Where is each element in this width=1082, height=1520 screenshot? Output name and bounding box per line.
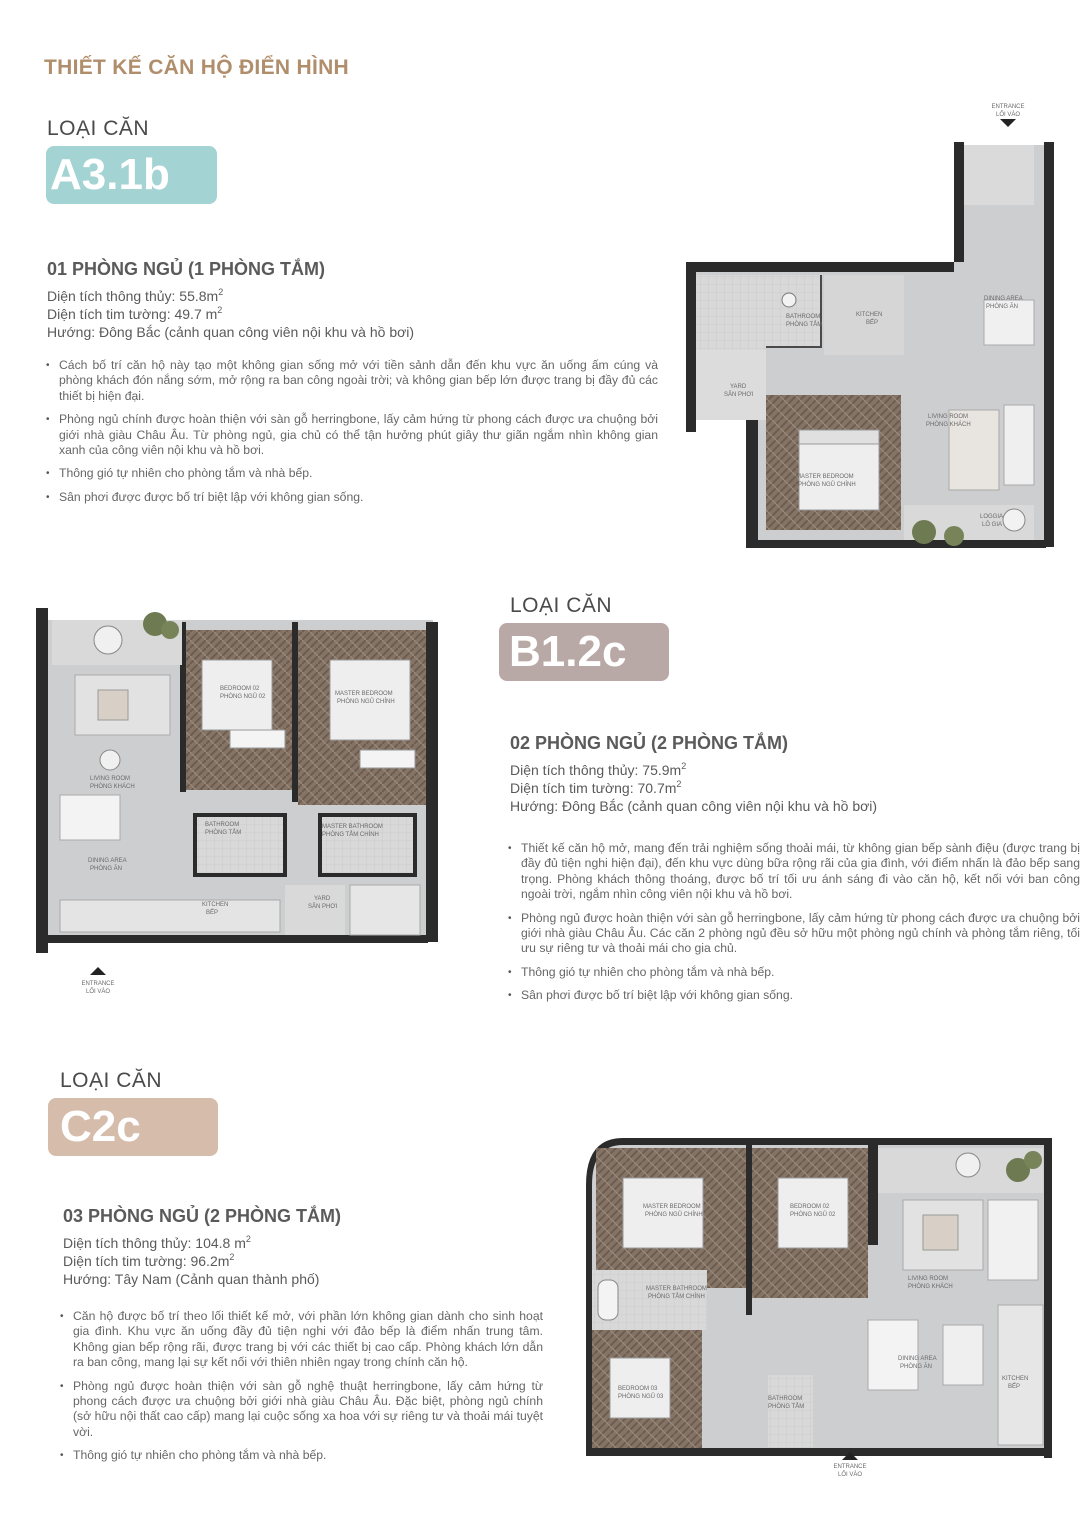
unit-a-heading: 01 PHÒNG NGỦ (1 PHÒNG TẮM)	[47, 259, 326, 279]
plan-label: LIVING ROOM	[90, 776, 131, 782]
unit-b-specs	[510, 761, 877, 815]
plan-label: DINING AREA	[984, 296, 1023, 302]
plan-label: PHÒNG NGỦ CHÍNH	[337, 699, 395, 705]
plan-label: ENTRANCE	[991, 104, 1025, 110]
plan-label: SÂN PHƠI	[724, 392, 754, 398]
list-item: • Thông gió tự nhiên cho phòng tắm và nhà bếp.	[60, 1448, 543, 1463]
plan-label: DINING AREA	[898, 1356, 937, 1362]
plan-label: BATHROOM	[768, 1396, 803, 1402]
plan-label: PHÒNG KHÁCH	[90, 784, 135, 790]
superscript-2: 2	[218, 287, 224, 297]
plan-label: BEDROOM 03	[618, 1386, 658, 1392]
plan-label: PHÒNG TẮM	[768, 1404, 805, 1410]
plan-label: SÂN PHƠI	[308, 904, 338, 910]
plan-label: LIVING ROOM	[928, 414, 969, 420]
plan-label: PHÒNG TẮM	[205, 830, 242, 836]
plan-label: BẾP	[206, 910, 219, 916]
unit-a-type-label: LOẠI CĂN	[47, 117, 150, 140]
plan-label: BATHROOM	[205, 822, 240, 828]
plan-label: LOGGIA	[980, 514, 1004, 520]
unit-a-net-area: Diện tích thông thủy: 55.8m	[47, 288, 219, 304]
unit-c-net-area: Diện tích thông thủy: 104.8 m	[63, 1235, 246, 1251]
unit-c-heading: 03 PHÒNG NGỦ (2 PHÒNG TẮM)	[63, 1206, 342, 1226]
plan-label: LỐI VÀO	[995, 112, 1021, 118]
unit-b-code-badge: B1.2c	[499, 623, 669, 681]
plan-label: KITCHEN	[202, 902, 229, 908]
list-item: • Thiết kế căn hộ mở, mang đến trải nghiệm sống thoải mái, từ không gian bếp sành điệu (được trang bị đầy đủ tiện nghi hiện đại), đến khu vực dùng bữa rộng rãi của gia đình, với điểm nhấn là đảo bếp sang trọng. Phòng khách thông thoáng, được bố trí tối ưu ánh sáng đi vào căn hộ, kết nối với ban công ngoài trời, ngắm nhìn công viên nội khu và hồ bơi.	[508, 841, 1080, 903]
plan-label: PHÒNG NGỦ 03	[618, 1394, 664, 1400]
superscript-2: 2	[245, 1234, 251, 1244]
plan-label: BEDROOM 02	[220, 686, 260, 692]
plan-label: PHÒNG TẮM CHÍNH	[322, 832, 379, 838]
list-item: • Sân phơi được được bố trí biệt lập với không gian sống.	[46, 490, 658, 505]
plan-label: PHÒNG NGỦ 02	[220, 694, 266, 700]
list-item: • Căn hộ được bố trí theo lối thiết kế mở, với phần lớn không gian dành cho sinh hoạt gia đình. Khu vực ăn uống đầy đủ tiện nghi với đảo bếp là điểm nhấn trung tâm. Không gian bếp rộng rãi, được trang bị với các thiết bị cao cấp. Phòng khách lớn dẫn ra ban công, mang lại sự kết nối với thiên nhiên ngay trong chính căn hộ.	[60, 1309, 543, 1371]
plan-label: PHÒNG KHÁCH	[926, 422, 971, 428]
plan-label: PHÒNG ĂN	[900, 1364, 933, 1370]
plan-label: KITCHEN	[856, 312, 883, 318]
unit-c-floor-plan	[578, 1130, 1058, 1480]
unit-c-code-badge: C2c	[48, 1098, 218, 1156]
superscript-2: 2	[681, 761, 687, 771]
unit-c-orientation: Hướng: Tây Nam (Cảnh quan thành phố)	[63, 1271, 320, 1287]
list-item: • Cách bố trí căn hộ này tạo một không gian sống mở với tiền sảnh dẫn đến khu vực ăn uống ấm cúng và phòng khách đón nắng sớm, mở rộng ra ban công ngoài trời; và không gian bếp lớn được trang bị đầy đủ các thiết bị hiện đại.	[46, 358, 658, 404]
entrance-arrow-icon	[81, 967, 114, 995]
unit-a-code-badge: A3.1b	[46, 146, 217, 204]
unit-a-specs	[47, 287, 414, 341]
plan-label: MASTER BEDROOM	[643, 1204, 701, 1210]
plan-label: MASTER BATHROOM	[646, 1286, 707, 1292]
plan-label: YARD	[730, 384, 747, 390]
plan-label: BẾP	[1008, 1384, 1021, 1390]
unit-a-floor-plan	[684, 100, 1054, 555]
list-item: • Thông gió tự nhiên cho phòng tắm và nhà bếp.	[46, 466, 658, 481]
unit-c-bullets	[60, 1309, 543, 1472]
unit-a-orientation: Hướng: Đông Bắc (cảnh quan công viên nội khu và hồ bơi)	[47, 324, 415, 340]
unit-b-gross-area: Diện tích tim tường: 70.7m	[510, 780, 677, 796]
plan-label: BẾP	[866, 320, 879, 326]
unit-b-type-label: LOẠI CĂN	[510, 594, 613, 617]
list-item: • Phòng ngủ được hoàn thiện với sàn gỗ herringbone, lấy cảm hứng từ phong cách được ưa chuộng bởi giới nhà giàu Châu Âu. Các căn 2 phòng ngủ đều sở hữu một phòng ngủ chính và phòng tắm riêng, tối ưu sự riêng tư và thoải mái cho gia chủ.	[508, 911, 1080, 957]
unit-c-type-label: LOẠI CĂN	[60, 1069, 163, 1092]
plan-label: PHÒNG ĂN	[90, 866, 123, 872]
plan-label: LỐI VÀO	[837, 1472, 863, 1478]
unit-b-net-area: Diện tích thông thủy: 75.9m	[510, 762, 682, 778]
list-item: • Sân phơi được bố trí biệt lập với không gian sống.	[508, 988, 1080, 1003]
superscript-2: 2	[676, 779, 682, 789]
unit-a-bullets	[46, 358, 658, 513]
plan-label: PHÒNG KHÁCH	[908, 1284, 953, 1290]
plan-label: PHÒNG ĂN	[986, 304, 1019, 310]
plan-label: MASTER BEDROOM	[335, 691, 393, 697]
plan-label: LÔ GIA	[982, 522, 1003, 528]
plan-label: PHÒNG TẮM CHÍNH	[648, 1294, 705, 1300]
superscript-2: 2	[229, 1252, 235, 1262]
entrance-arrow-icon	[991, 104, 1024, 127]
plan-label: MASTER BATHROOM	[322, 824, 383, 830]
plan-label: PHÒNG NGỦ CHÍNH	[798, 482, 856, 488]
plan-label: PHÒNG TẮM	[786, 322, 823, 328]
plan-label: PHÒNG NGỦ CHÍNH	[645, 1212, 703, 1218]
plan-label: ENTRANCE	[81, 981, 115, 987]
plan-label: LỐI VÀO	[85, 989, 111, 995]
unit-c-specs	[63, 1234, 319, 1288]
plan-label: PHÒNG NGỦ 02	[790, 1212, 836, 1218]
unit-b-floor-plan	[30, 600, 445, 1000]
list-item: • Phòng ngủ được hoàn thiện với sàn gỗ nghệ thuật herringbone, lấy cảm hứng từ phong cách được ưa chuộng bởi giới nhà giàu Châu Âu. Đặc biệt, phòng ngủ chính (sở hữu nội thất cao cấp) mang lại cuộc sống xa hoa với sự riêng tư và thoải mái tuyệt vời.	[60, 1379, 543, 1441]
plan-label: BATHROOM	[786, 314, 821, 320]
unit-c-gross-area: Diện tích tim tường: 96.2m	[63, 1253, 230, 1269]
unit-b-bullets	[508, 841, 1080, 1012]
page-title: THIẾT KẾ CĂN HỘ ĐIỂN HÌNH	[44, 56, 350, 79]
unit-b-heading: 02 PHÒNG NGỦ (2 PHÒNG TẮM)	[510, 733, 789, 753]
plan-label: BEDROOM 02	[790, 1204, 830, 1210]
list-item: • Phòng ngủ chính được hoàn thiện với sàn gỗ herringbone, lấy cảm hứng từ phong cách được ưa chuộng bởi giới nhà giàu Châu Âu. Từ phòng ngủ, gia chủ có thể tận hưởng phút giây thư giãn ngắm nhìn không gian xanh của công viên nội khu và hồ bơi.	[46, 412, 658, 458]
plan-label: KITCHEN	[1002, 1376, 1029, 1382]
plan-label: ENTRANCE	[833, 1464, 867, 1470]
plan-label: LIVING ROOM	[908, 1276, 949, 1282]
unit-b-orientation: Hướng: Đông Bắc (cảnh quan công viên nội khu và hồ bơi)	[510, 798, 878, 814]
plan-label: DINING AREA	[88, 858, 127, 864]
plan-label: MASTER BEDROOM	[796, 474, 854, 480]
list-item: • Thông gió tự nhiên cho phòng tắm và nhà bếp.	[508, 965, 1080, 980]
unit-a-gross-area: Diện tích tim tường: 49.7 m	[47, 306, 218, 322]
superscript-2: 2	[217, 305, 223, 315]
plan-label: YARD	[314, 896, 331, 902]
